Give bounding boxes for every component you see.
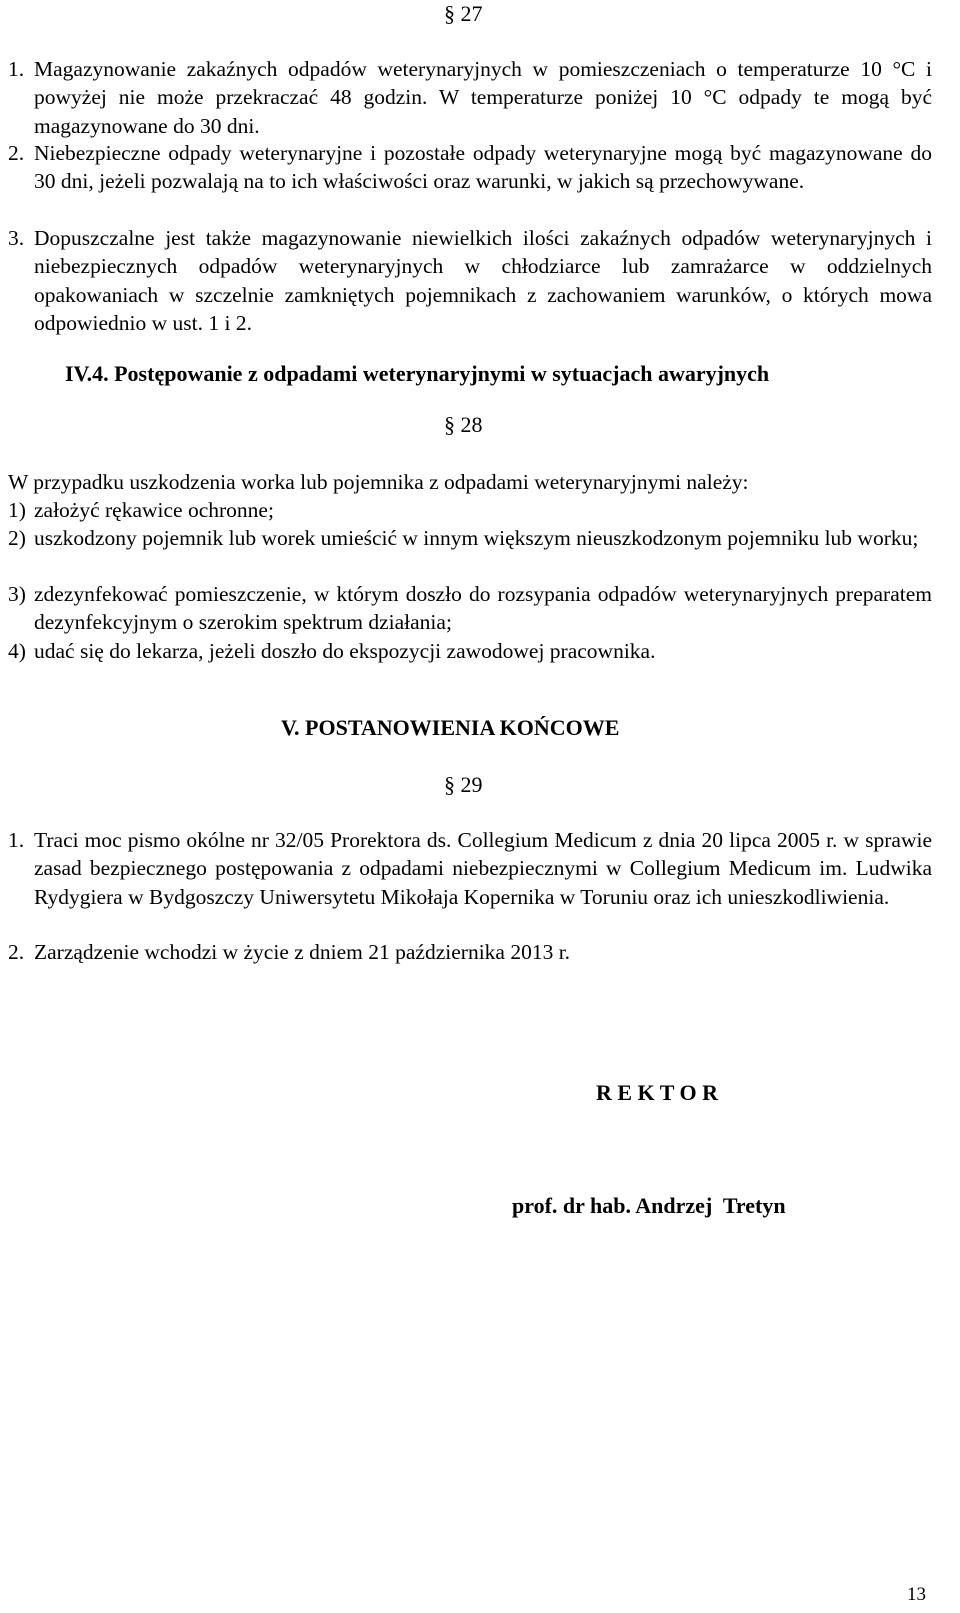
list-number: 2) [8, 526, 26, 550]
list-number: 3. [8, 226, 25, 250]
list-number: 1. [8, 57, 25, 81]
s28-intro: W przypadku uszkodzenia worka lub pojemnika z odpadami weterynaryjnymi należy: [8, 470, 749, 494]
list-text: udać się do lekarza, jeżeli doszło do ekspozycji zawodowej pracownika. [34, 639, 656, 663]
list-text: Magazynowanie zakaźnych odpadów weterynaryjnych w pomieszczeniach o temperaturze 10 °C i powyżej nie może przekraczać 48 godzin. W temperaturze poniżej 10 °C odpady te mogą być magazynowane do 30 dni. [34, 57, 932, 138]
section-heading-iv4: IV.4. Postępowanie z odpadami weterynaryjnymi w sytuacjach awaryjnych [65, 361, 770, 386]
signature-name: prof. dr hab. Andrzej Tretyn [512, 1193, 786, 1218]
section-27-heading: § 27 [444, 1, 483, 26]
s28-item-2 [8, 524, 932, 552]
list-text: Traci moc pismo okólne nr 32/05 Prorektora ds. Collegium Medicum z dnia 20 lipca 2005 r. w sprawie zasad bezpiecznego postępowania z odpadami niebezpiecznymi w Collegium Medicum im. Ludwika Rydygiera w Bydgoszczy Uniwersytetu Mikołaja Kopernika w Toruniu oraz ich unieszkodliwienia. [34, 828, 932, 909]
list-number: 1) [8, 498, 26, 522]
list-number: 4) [8, 639, 26, 663]
s27-item-1 [8, 55, 932, 140]
s28-item-4 [8, 637, 932, 665]
list-number: 2. [8, 141, 25, 165]
list-text: zdezynfekować pomieszczenie, w którym doszło do rozsypania odpadów weterynaryjnych preparatem dezynfekcyjnym o szerokim spektrum działania; [34, 582, 932, 635]
list-number: 1. [8, 828, 25, 852]
s27-item-3 [8, 224, 932, 337]
s27-item-2 [8, 139, 932, 196]
section-29-heading: § 29 [444, 772, 483, 797]
list-text: Dopuszczalne jest także magazynowanie niewielkich ilości zakaźnych odpadów weterynaryjnych i niebezpiecznych odpadów weterynaryjnych w chłodziarce lub zamrażarce w oddzielnych opakowaniach w szczelnie zamkniętych pojemnikach z zachowaniem warunków, o których mowa odpowiednio w ust. 1 i 2. [34, 226, 932, 335]
list-number: 3) [8, 582, 26, 606]
s29-item-1 [8, 826, 932, 911]
s28-item-3 [8, 580, 932, 637]
list-number: 2. [8, 940, 25, 964]
list-text: założyć rękawice ochronne; [34, 498, 274, 522]
list-text: Niebezpieczne odpady weterynaryjne i pozostałe odpady weterynaryjne mogą być magazynowane do 30 dni, jeżeli pozwalają na to ich właściwości oraz warunki, w jakich są przechowywane. [34, 141, 932, 194]
s29-item-2 [8, 938, 932, 966]
s28-item-1 [8, 496, 932, 524]
page-number: 13 [907, 1584, 926, 1605]
section-heading-v: V. POSTANOWIENIA KOŃCOWE [281, 715, 620, 740]
section-28-heading: § 28 [444, 412, 483, 437]
list-text: uszkodzony pojemnik lub worek umieścić w innym większym nieuszkodzonym pojemniku lub worku; [34, 526, 919, 550]
list-text: Zarządzenie wchodzi w życie z dniem 21 października 2013 r. [34, 940, 571, 964]
signature-title: R E K T O R [596, 1080, 719, 1105]
